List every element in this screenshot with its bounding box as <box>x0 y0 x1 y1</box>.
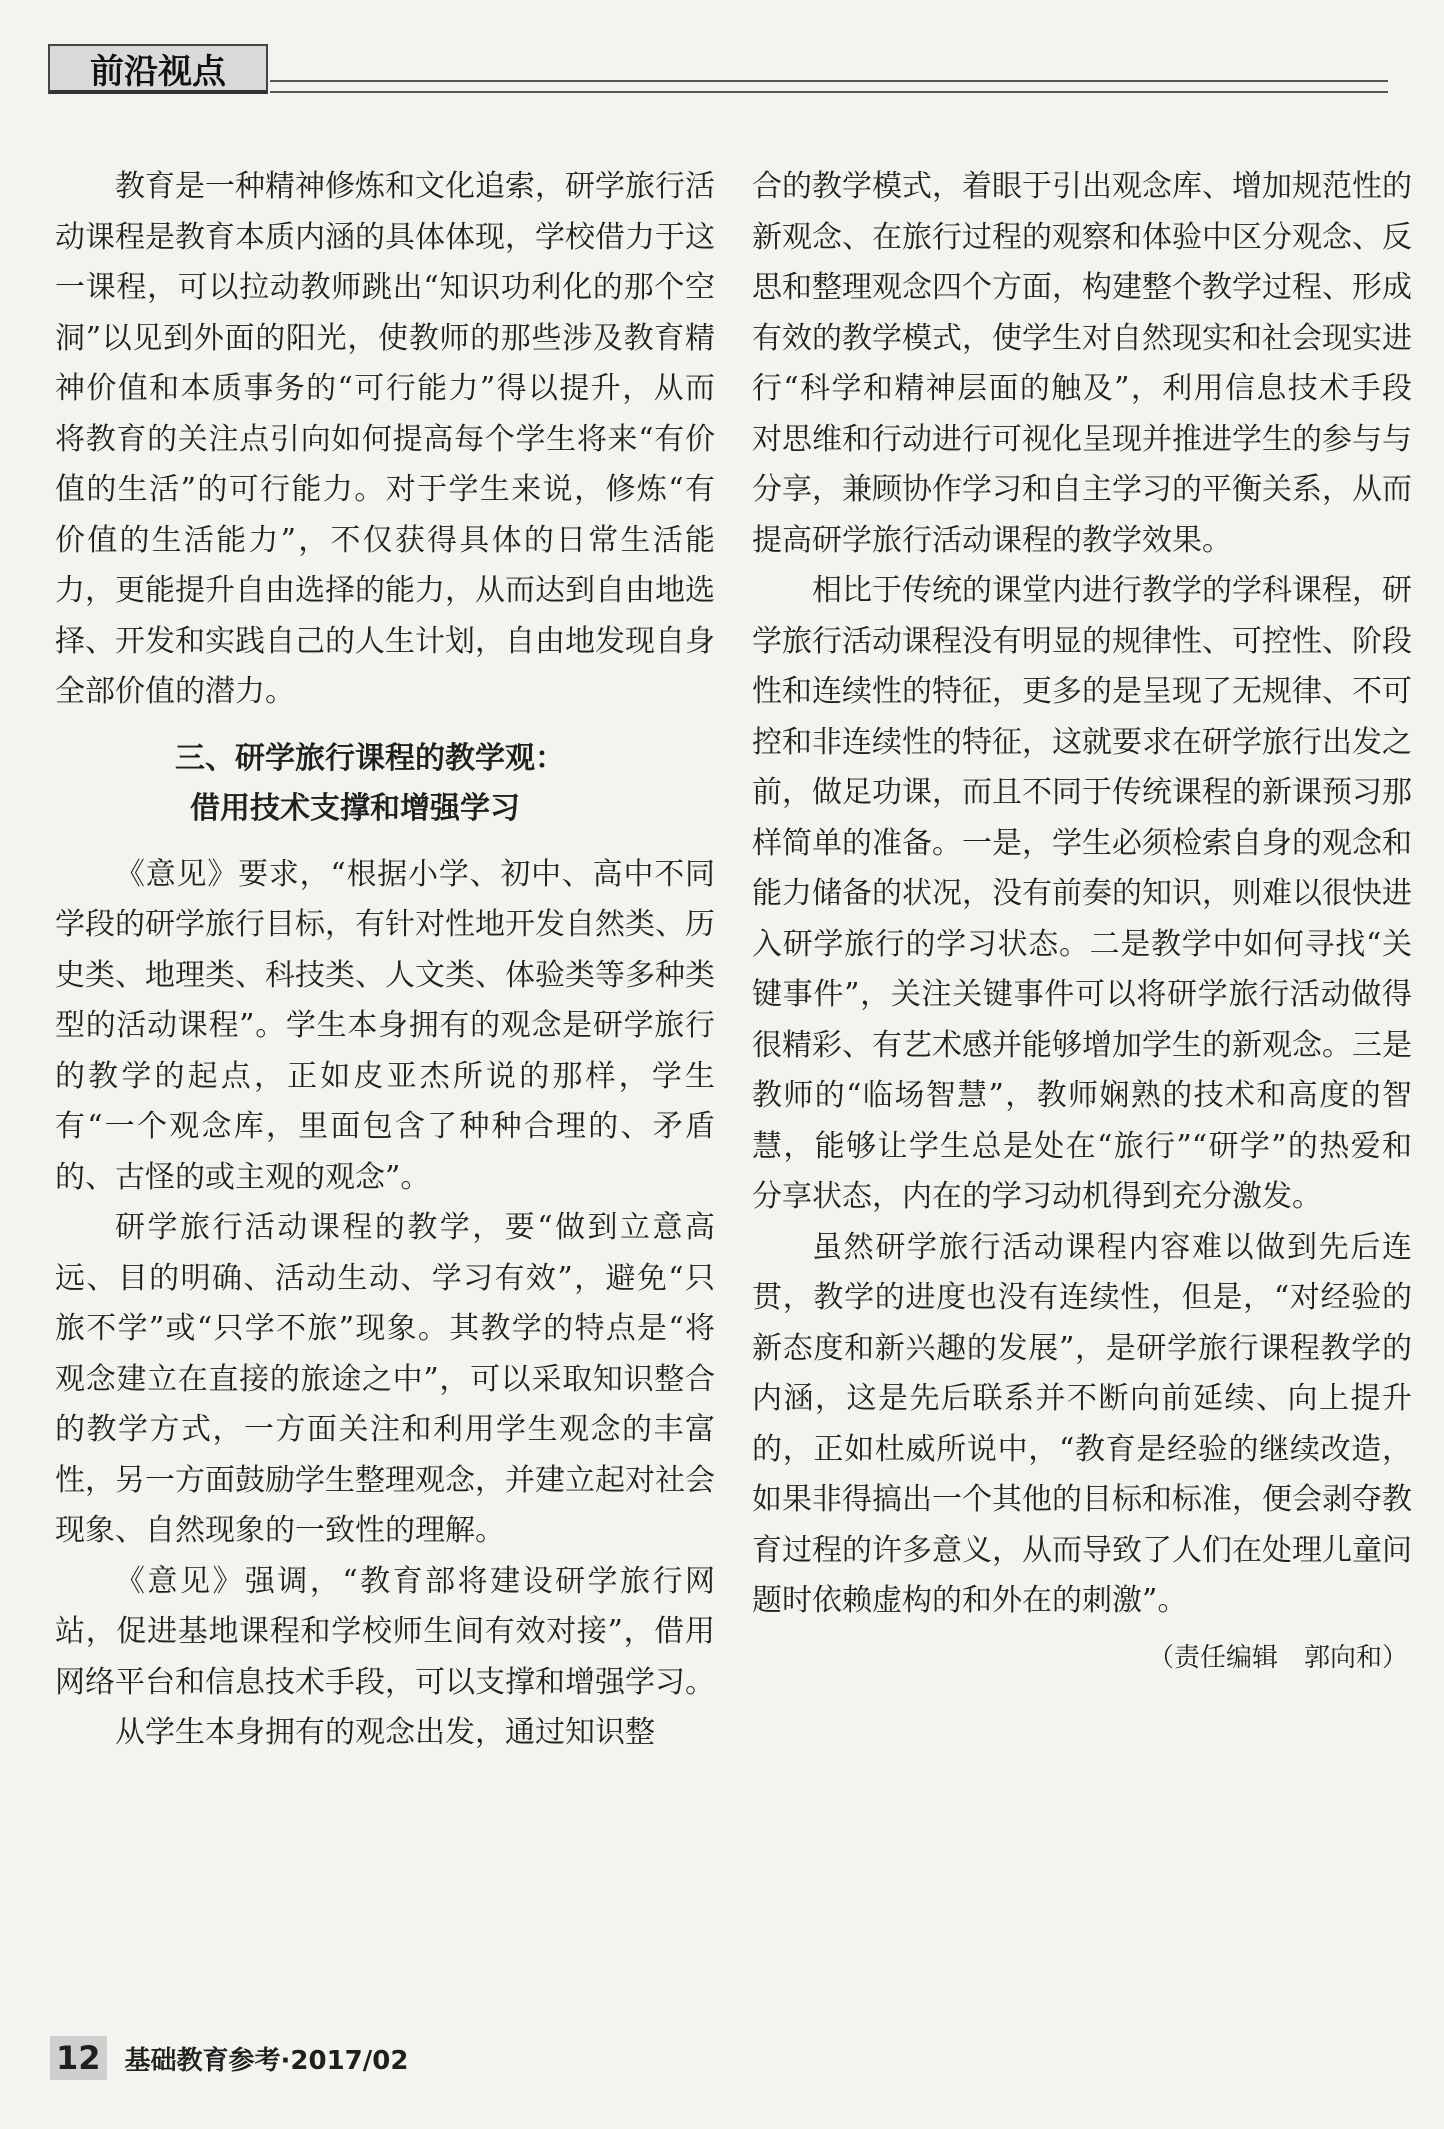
page-footer <box>50 2036 408 2080</box>
section-tag: 前沿视点 <box>48 44 268 94</box>
page-header <box>48 44 1388 100</box>
header-rule <box>270 80 1388 93</box>
journal-name: 基础教育参考·2017/02 <box>124 2045 409 2076</box>
section-heading-line2: 借用技术支撑和增强学习 <box>190 790 520 826</box>
editor-credit: （责任编辑 郭向和） <box>1147 1642 1408 1673</box>
section-heading <box>55 734 715 834</box>
right-column <box>752 162 1412 1683</box>
body-paragraph: 《意见》强调，“教育部将建设研学旅行网站，促进基地课程和学校师生间有效对接”，借用网络平台和信息技术手段，可以支撑和增强学习。 <box>55 1563 715 1700</box>
page-number: 12 <box>50 2036 107 2080</box>
body-paragraph: 教育是一种精神修炼和文化追索，研学旅行活动课程是教育本质内涵的具体体现，学校借力于这一课程，可以拉动教师跳出“知识功利化的那个空洞”以见到外面的阳光，使教师的那些涉及教育精神价值和本质事务的“可行能力”得以提升，从而将教育的关注点引向如何提高每个学生将来“有价值的生活”的可行能力。对于学生来说，修炼“有价值的生活能力”，不仅获得具体的日常生活能力，更能提升自由选择的能力，从而达到自由地选择、开发和实践自己的人生计划，自由地发现自身全部价值的潜力。 <box>55 169 715 709</box>
body-paragraph: 研学旅行活动课程的教学，要“做到立意高远、目的明确、活动生动、学习有效”，避免“只旅不学”或“只学不旅”现象。其教学的特点是“将观念建立在直接的旅途之中”，可以采取知识整合的教学方式，一方面关注和利用学生观念的丰富性，另一方面鼓励学生整理观念，并建立起对社会现象、自然现象的一致性的理解。 <box>55 1210 715 1548</box>
body-paragraph: 《意见》要求，“根据小学、初中、高中不同学段的研学旅行目标，有针对性地开发自然类、历史类、地理类、科技类、人文类、体验类等多种类型的活动课程”。学生本身拥有的观念是研学旅行的教学的起点，正如皮亚杰所说的那样，学生有“一个观念库，里面包含了种种合理的、矛盾的、古怪的或主观的观念”。 <box>55 856 715 1195</box>
left-column <box>55 162 715 1759</box>
body-paragraph-continued: 合的教学模式，着眼于引出观念库、增加规范性的新观念、在旅行过程的观察和体验中区分观念、反思和整理观念四个方面，构建整个教学过程、形成有效的教学模式，使学生对自然现实和社会现实进行“科学和精神层面的触及”，利用信息技术手段对思维和行动进行可视化呈现并推进学生的参与与分享，兼顾协作学习和自主学习的平衡关系，从而提高研学旅行活动课程的教学效果。 <box>752 169 1412 558</box>
body-paragraph: 相比于传统的课堂内进行教学的学科课程，研学旅行活动课程没有明显的规律性、可控性、阶段性和连续性的特征，更多的是呈现了无规律、不可控和非连续性的特征，这就要求在研学旅行出发之前，做足功课，而且不同于传统课程的新课预习那样简单的准备。一是，学生必须检索自身的观念和能力储备的状况，没有前奏的知识，则难以很快进入研学旅行的学习状态。二是教学中如何寻找“关键事件”，关注关键事件可以将研学旅行活动做得很精彩、有艺术感并能够增加学生的新观念。三是教师的“临场智慧”，教师娴熟的技术和高度的智慧，能够让学生总是处在“旅行”“研学”的热爱和分享状态，内在的学习动机得到充分激发。 <box>752 573 1412 1214</box>
section-heading-line1: 三、研学旅行课程的教学观： <box>175 740 565 776</box>
body-paragraph: 从学生本身拥有的观念出发，通过知识整 <box>115 1715 655 1750</box>
body-paragraph: 虽然研学旅行活动课程内容难以做到先后连贯，教学的进度也没有连续性，但是，“对经验的新态度和新兴趣的发展”，是研学旅行课程教学的内涵，这是先后联系并不断向前延续、向上提升的，正如杜威所说中，“教育是经验的继续改造，如果非得搞出一个其他的目标和标准，便会剥夺教育过程的许多意义，从而导致了人们在处理儿童问题时依赖虚构的和外在的刺激”。 <box>752 1229 1412 1618</box>
